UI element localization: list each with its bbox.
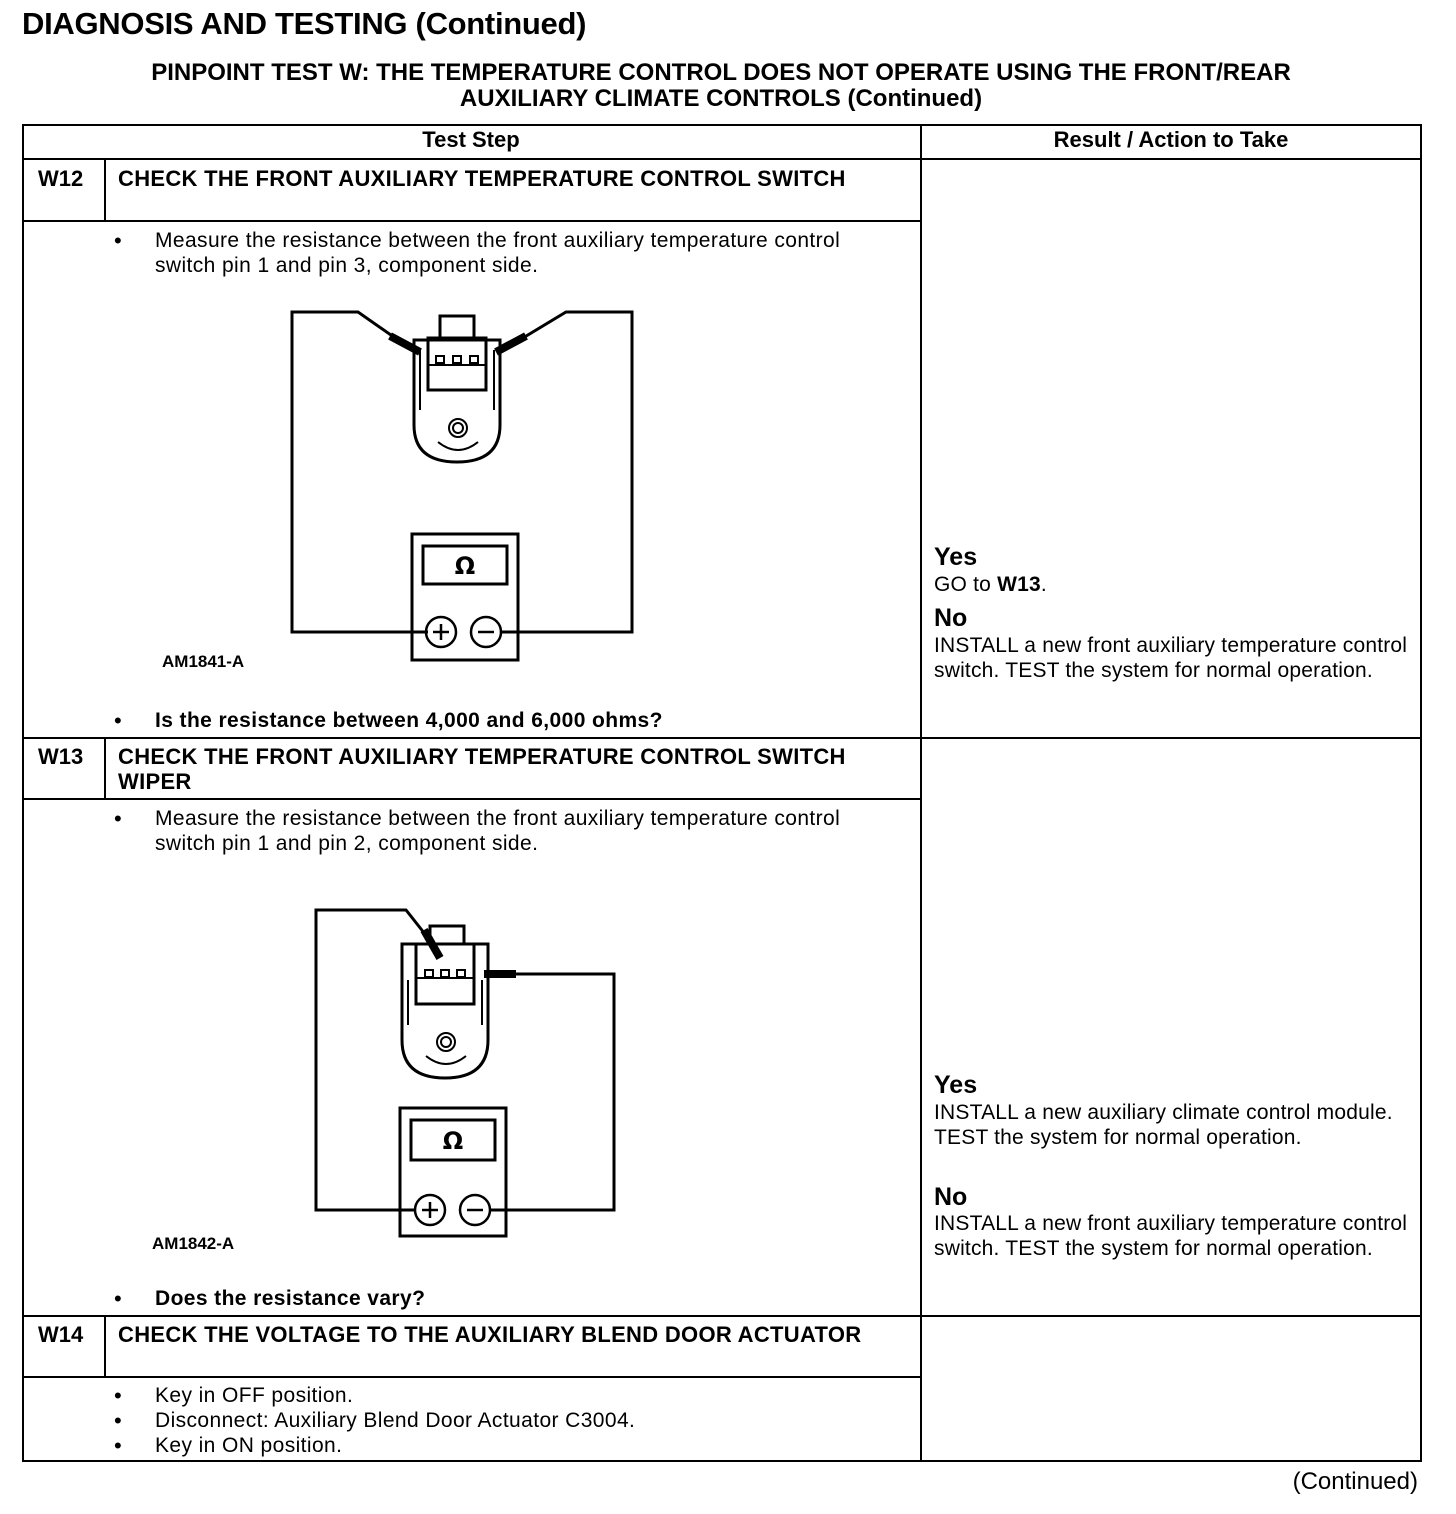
ohm-symbol: Ω bbox=[454, 552, 476, 580]
figure-id-am1842: AM1842-A bbox=[152, 1234, 235, 1253]
bullet-marker: • bbox=[114, 1383, 122, 1408]
w12-no-label: No bbox=[934, 604, 968, 632]
w13-no-action: INSTALL a new front auxiliary temperature control switch. TEST the system for normal operation. bbox=[934, 1212, 1408, 1260]
diagram-am1841 bbox=[292, 312, 632, 660]
page-title: DIAGNOSIS AND TESTING (Continued) bbox=[22, 6, 587, 41]
ohm-symbol: Ω bbox=[442, 1127, 464, 1155]
step-title-w12: CHECK THE FRONT AUXILIARY TEMPERATURE CONTROL SWITCH bbox=[118, 166, 846, 191]
w13-no-label: No bbox=[934, 1183, 968, 1211]
w12-no-action: INSTALL a new front auxiliary temperature control switch. TEST the system for normal operation. bbox=[934, 634, 1408, 682]
step-title-w14: CHECK THE VOLTAGE TO THE AUXILIARY BLEND DOOR ACTUATOR bbox=[118, 1322, 862, 1347]
step-title-w13: CHECK THE FRONT AUXILIARY TEMPERATURE CONTROL SWITCH WIPER bbox=[118, 744, 846, 794]
w13-question: Does the resistance vary? bbox=[155, 1287, 426, 1310]
continued-footer: (Continued) bbox=[1292, 1468, 1418, 1495]
step-id-w14: W14 bbox=[38, 1322, 84, 1347]
w13-step-link[interactable]: W13 bbox=[997, 573, 1041, 596]
figure-id-am1841: AM1841-A bbox=[162, 652, 245, 671]
bullet-marker: • bbox=[114, 1408, 122, 1433]
bullet-marker: • bbox=[114, 1286, 122, 1311]
w12-instruction: Measure the resistance between the front auxiliary temperature control switch pin 1 and pin 3, component side. bbox=[155, 229, 841, 277]
w13-yes-label: Yes bbox=[934, 1071, 978, 1099]
w14-instruction-2: Disconnect: Auxiliary Blend Door Actuator C3004. bbox=[155, 1409, 636, 1432]
bullet-marker: • bbox=[114, 708, 122, 733]
bullet-marker: • bbox=[114, 228, 122, 253]
bullet-marker: • bbox=[114, 1433, 122, 1458]
w14-instruction-1: Key in OFF position. bbox=[155, 1384, 354, 1407]
subtitle-line-2: AUXILIARY CLIMATE CONTROLS (Continued) bbox=[459, 85, 983, 112]
column-header-test-step: Test Step bbox=[422, 127, 520, 152]
w13-yes-action: INSTALL a new auxiliary climate control module. TEST the system for normal operation. bbox=[934, 1101, 1393, 1149]
subtitle-line-1: PINPOINT TEST W: THE TEMPERATURE CONTROL DOES NOT OPERATE USING THE FRONT/REAR bbox=[151, 59, 1291, 86]
column-header-result: Result / Action to Take bbox=[1053, 127, 1289, 152]
w12-yes-action: GO to W13. bbox=[934, 573, 1047, 596]
w13-instruction: Measure the resistance between the front auxiliary temperature control switch pin 1 and pin 2, component side. bbox=[155, 807, 841, 855]
diagram-am1842 bbox=[316, 910, 614, 1236]
bullet-marker: • bbox=[114, 806, 122, 831]
step-id-w13: W13 bbox=[38, 744, 84, 769]
w14-instruction-3: Key in ON position. bbox=[155, 1434, 343, 1457]
w12-yes-label: Yes bbox=[934, 543, 978, 571]
step-id-w12: W12 bbox=[38, 166, 84, 191]
w12-question: Is the resistance between 4,000 and 6,000 ohms? bbox=[155, 709, 663, 732]
